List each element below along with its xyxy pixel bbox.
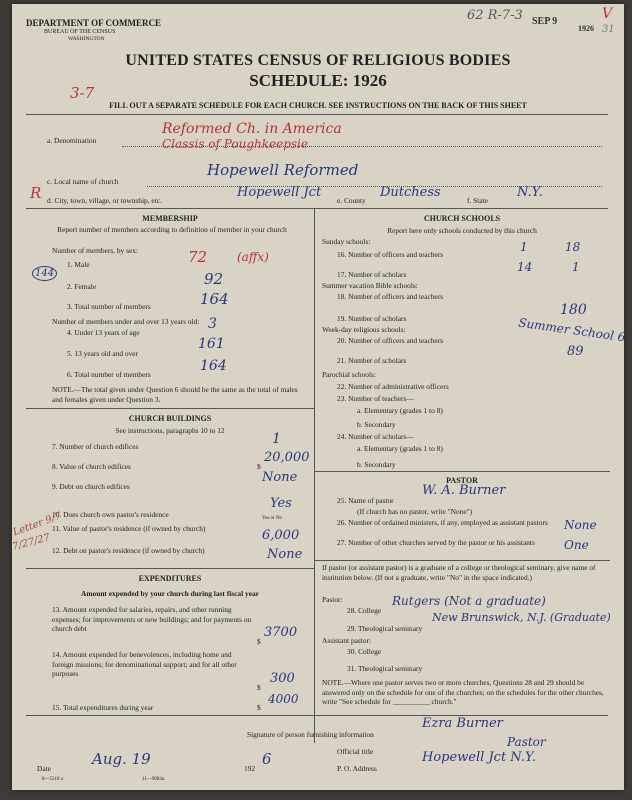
parochial-schools-label: Parochial schools: xyxy=(322,370,376,379)
vacation-officers-label: 18. Number of officers and teachers xyxy=(337,292,444,301)
under-13-value: 3 xyxy=(208,316,217,332)
owns-residence-value: Yes xyxy=(270,496,292,511)
bureau-city: WASHINGTON xyxy=(68,36,105,42)
weekday-scholars-value: 89 xyxy=(567,344,584,359)
sunday-schools-label: Sunday schools: xyxy=(322,237,371,246)
form-title: UNITED STATES CENSUS OF RELIGIOUS BODIES xyxy=(125,52,511,69)
church-schools-heading: CHURCH SCHOOLS xyxy=(423,214,501,223)
date-year-value: 6 xyxy=(262,750,272,768)
expenditures-heading: EXPENDITURES xyxy=(138,574,202,583)
male-label: 1. Male xyxy=(67,260,90,269)
residence-debt-label: 12. Debt on pastor's residence (if owned by church) xyxy=(52,546,205,555)
asst-college-label: 30. College xyxy=(347,647,382,656)
sunday-officers-value: 1 xyxy=(520,240,528,254)
local-name-label: c. Local name of church xyxy=(47,177,119,186)
teachers-secondary-label: b. Secondary xyxy=(357,420,396,429)
benevolences-label: 14. Amount expended for benevolences, including home and foreign missions; for denominational support; and for all other purposes xyxy=(52,650,237,678)
admin-officers-label: 22. Number of administrative officers xyxy=(337,382,449,391)
yes-no-hint: Yes or No xyxy=(262,516,283,521)
other-churches-value: One xyxy=(564,538,589,552)
classis-value: Classis of Poughkeepsie xyxy=(162,137,308,151)
asst-pastor-sub-label: Assistant pastor: xyxy=(322,636,372,645)
county-value: Dutchess xyxy=(380,185,441,200)
form-code: 8—5518 a xyxy=(42,777,63,782)
assistant-pastors-value: None xyxy=(564,518,597,532)
date-year-label: 192 xyxy=(244,764,256,773)
seminary-label: 29. Theological seminary xyxy=(347,624,423,633)
margin-date-note: 7/27/27 xyxy=(11,532,52,553)
scholars-secondary-label: b. Secondary xyxy=(357,460,396,469)
residence-value-amount: 6,000 xyxy=(262,528,300,543)
pastor-note: NOTE.—Where one pastor serves two or more churches, Questions 28 and 29 should be answered only on the schedule for one of the churches; on the schedules for the other churches, write "See schedule for __________ church." xyxy=(322,678,604,706)
sunday-officers-value-2: 18 xyxy=(565,240,581,254)
date-value: Aug. 19 xyxy=(92,750,151,768)
bureau-name: BUREAU OF THE CENSUS xyxy=(44,29,116,35)
running-expenses-value: 3700 xyxy=(264,625,298,640)
total-by-age-label: 6. Total number of members xyxy=(67,370,151,379)
membership-intro: Report number of members according to definition of member in your church xyxy=(57,225,287,234)
form-code-2: 11—9084a xyxy=(142,777,165,782)
county-label: e. County xyxy=(337,196,366,205)
official-title-label: Official title xyxy=(337,747,374,756)
church-buildings-heading: CHURCH BUILDINGS xyxy=(128,414,212,423)
vacation-scholars-value: 180 xyxy=(560,302,587,318)
weekday-schools-label: Week-day religious schools: xyxy=(322,325,406,334)
other-churches-label: 27. Number of other churches served by the pastor or his assistants xyxy=(337,538,535,547)
church-schools-intro: Report here only schools conducted by this church xyxy=(387,226,537,235)
female-value: 92 xyxy=(204,270,224,288)
benevolences-value: 300 xyxy=(270,671,295,686)
teachers-elementary-label: a. Elementary (grades 1 to 8) xyxy=(357,406,443,415)
edifice-value-label: 8. Value of church edifices xyxy=(52,462,131,471)
female-label: 2. Female xyxy=(67,282,97,291)
owns-residence-label: 10. Does church own pastor's residence xyxy=(52,510,169,519)
total-by-age-value: 164 xyxy=(200,358,227,374)
denomination-label: a. Denomination xyxy=(47,136,97,145)
signature-value: Ezra Burner xyxy=(422,716,503,731)
residence-debt-value: None xyxy=(267,547,303,562)
total-expenditures-value: 4000 xyxy=(268,692,299,706)
total-members-label: 3. Total number of members xyxy=(67,302,151,311)
over-13-label: 5. 13 years old and over xyxy=(67,349,139,358)
census-schedule-sheet: DEPARTMENT OF COMMERCE BUREAU OF THE CENSUS WASHINGTON 62 R-7-3 SEP 9 1926 V 31 UNITED STATES CENSUS OF RELIGIOUS BODIES SCHEDULE: 1926 3-7 FILL OUT A SEPARATE SCHEDULE FOR EACH CHURCH. SEE INSTRUCTIONS ON THE BACK OF THIS SHEET a. Denomination Reformed Ch. in America Classis of Poughkeepsie c. Local name of church Hopewell Reformed R d. City, town, village, or township, etc. Hopewell Jct e. County Dutchess f. State N.Y. MEMBERSHIP Report number of members according to definition of member in your church Number of members, by sex: 144 1. Male 72 (affx) 2. Female 92 3. Total number of members 164 Number of members under and over 13 years old: 4. Under 13 years of age 3 5. 13 years old and over 161 6. Total number of members 164 NOTE.—The total given under Question 6 should be the same as the total of males and females given under Question 3. CHURCH BUILDINGS See instructions, paragraphs 10 to 12 7. Number of church edifices 1 8. Value of church edifices $ 20,000 9. Debt on church edifices None 10. Does church own pastor's residence Yes Yes or No 11. Value of pastor's residence (if owned by church) 6,000 12. Debt on pastor's residence (if owned by church) None Letter 9/7 7/27/27 EXPENDITURES Amount expended by your church during last fiscal year 13. Amount expended for salaries, repairs, and other running expenses; for improvements or new buildings; and for payments on church debt $ 3700 14. Amount expended for benevolences, including home and foreign missions; for denominational support; and for all other purposes $ 300 15. Total expenditures during year $ 4000 CHURCH SCHOOLS Report here only schools conducted by this church Sunday schools: 16. Number of officers and teachers 1 18 17. Number of scholars 14 1 Summer vacation Bible schools: 18. Number of officers and teachers 19. Number of scholars 180 Week-day religious schools: 20. Number of officers and teachers Summer School 6 21. Number of scholars 89 Parochial schools: 22. Number of administrative officers 23. Number of teachers— a. Elementary (grades 1 to 8) b. Secondary 24. Number of scholars— a. Elementary (grades 1 to 8) b. Secondary PASTOR 25. Name of pastor W. A. Burner (If church has no pastor, write "None") 26. Number of ordained ministers, if any, employed as assistant pastors None 27. Number of other churches served by the pastor or his assistants One If pastor (or assistant pastor) is a graduate of a college or theological seminary, give name of institution below. (If not a graduate, write "No" in the space indicated.) Pastor: 28. College Rutgers (Not a graduate) 29. Theological seminary New Brunswick, N.J. (Graduate) Assistant pastor: 30. College 31. Theological seminary NOTE.—Where one pastor serves two or more churches, Questions 28 and 29 should be answered only on the schedule for one of the churches; on the schedules for the other churches, write "See schedule for __________ church." Signature of person furnishing information Ezra Burner Official title Pastor Date Aug. 19 192 6 P. O. Address Hopewell Jct N.Y. 8—5518 a 11—9084a xyxy=(12,4,624,790)
stamp-code: 62 R-7-3 xyxy=(467,8,523,23)
sunday-scholars-label: 17. Number of scholars xyxy=(337,270,407,279)
signature-label: Signature of person furnishing information xyxy=(247,730,374,739)
state-value: N.Y. xyxy=(517,185,543,200)
college-label: 28. College xyxy=(347,606,382,615)
scholars-elementary-label: a. Elementary (grades 1 to 8) xyxy=(357,444,443,453)
running-expenses-label: 13. Amount expended for salaries, repairs, and other running expenses; for improvements or new buildings; and for payments on church debt xyxy=(52,605,252,633)
weekday-scholars-label: 21. Number of scholars xyxy=(337,356,407,365)
vacation-schools-label: Summer vacation Bible schools: xyxy=(322,281,418,290)
scholars-label: 24. Number of scholars— xyxy=(337,432,414,441)
male-note: (affx) xyxy=(237,250,269,264)
sunday-scholars-value-2: 1 xyxy=(572,260,580,274)
over-13-value: 161 xyxy=(198,336,225,352)
teachers-label: 23. Number of teachers— xyxy=(337,394,414,403)
asst-seminary-label: 31. Theological seminary xyxy=(347,664,423,673)
city-value: Hopewell Jct xyxy=(237,185,322,200)
weekday-officers-value: Summer School 6 xyxy=(517,315,627,345)
expenditures-sub: Amount expended by your church during last fiscal year xyxy=(81,589,259,598)
date-label: Date xyxy=(37,764,51,773)
local-name-value: Hopewell Reformed xyxy=(207,161,359,179)
margin-member-count: 144 xyxy=(32,266,57,281)
sunday-scholars-value: 14 xyxy=(517,260,533,274)
male-value: 72 xyxy=(188,248,208,266)
schedule-title: SCHEDULE: 1926 xyxy=(249,71,387,90)
pastor-sub-label: Pastor: xyxy=(322,595,343,604)
total-members-value: 164 xyxy=(200,290,229,308)
edifice-debt-label: 9. Debt on church edifices xyxy=(52,482,130,491)
edifice-value-dollar: $ xyxy=(257,462,261,471)
residence-value-label: 11. Value of pastor's residence (if owned by church) xyxy=(52,524,206,533)
denomination-value: Reformed Ch. in America xyxy=(162,121,342,137)
vacation-scholars-label: 19. Number of scholars xyxy=(337,314,407,323)
po-address-label: P. O. Address xyxy=(337,764,377,773)
pastor-name-value: W. A. Burner xyxy=(422,483,506,498)
pastor-name-label: 25. Name of pastor xyxy=(337,496,394,505)
edifices-value: 1 xyxy=(272,431,281,447)
sunday-officers-label: 16. Number of officers and teachers xyxy=(337,250,444,259)
graduate-note: If pastor (or assistant pastor) is a graduate of a college or theological seminary, give name of institution below. (If not a graduate, write "No" in the space indicated.) xyxy=(322,563,596,582)
department-name: DEPARTMENT OF COMMERCE xyxy=(26,18,162,28)
pastor-heading: PASTOR xyxy=(446,476,478,485)
state-label: f. State xyxy=(467,196,488,205)
official-title-value: Pastor xyxy=(507,735,546,749)
membership-heading: MEMBERSHIP xyxy=(142,214,198,223)
under-13-label: 4. Under 13 years of age xyxy=(67,328,140,337)
red-r-mark: R xyxy=(30,184,42,202)
seminary-value: New Brunswick, N.J. (Graduate) xyxy=(432,611,611,624)
margin-letter-note: Letter 9/7 xyxy=(11,510,63,539)
age-intro: Number of members under and over 13 years old: xyxy=(52,317,200,326)
college-value: Rutgers (Not a graduate) xyxy=(392,594,546,608)
received-stamp-year: 1926 xyxy=(578,24,594,33)
pastor-name-hint: (If church has no pastor, write "None") xyxy=(357,507,473,516)
stamp-number: 31 xyxy=(602,24,615,35)
weekday-officers-label: 20. Number of officers and teachers xyxy=(337,336,444,345)
red-code: 3-7 xyxy=(70,84,95,102)
edifice-debt-value: None xyxy=(262,470,298,485)
total-expenditures-label: 15. Total expenditures during year xyxy=(52,703,154,712)
po-address-value: Hopewell Jct N.Y. xyxy=(422,750,537,765)
received-stamp-date: SEP 9 xyxy=(532,16,558,27)
assistant-pastors-label: 26. Number of ordained ministers, if any, employed as assistant pastors xyxy=(337,518,548,527)
by-sex-label: Number of members, by sex: xyxy=(52,246,138,255)
edifices-label: 7. Number of church edifices xyxy=(52,442,139,451)
check-mark: V xyxy=(602,6,613,22)
church-buildings-sub: See instructions, paragraphs 10 to 12 xyxy=(115,426,225,435)
edifice-value-amount: 20,000 xyxy=(264,450,310,465)
city-label: d. City, town, village, or township, etc. xyxy=(47,196,162,205)
instructions-banner: FILL OUT A SEPARATE SCHEDULE FOR EACH CHURCH. SEE INSTRUCTIONS ON THE BACK OF THIS SHEET xyxy=(109,101,527,110)
membership-note: NOTE.—The total given under Question 6 should be the same as the total of males and females given under Question 3. xyxy=(52,385,298,404)
